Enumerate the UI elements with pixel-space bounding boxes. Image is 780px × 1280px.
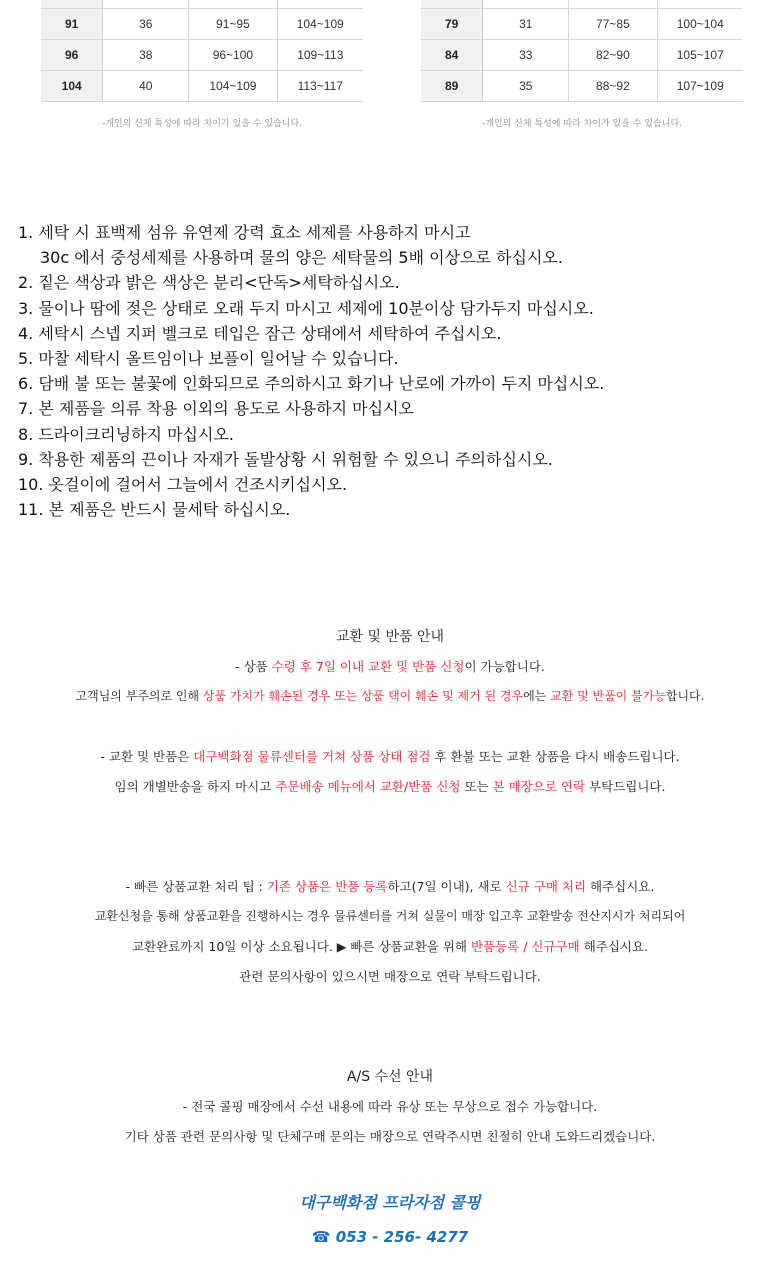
care-item: 2. 짙은 색상과 밝은 색상은 분리<단독>세탁하십시오. [18,273,400,293]
table-row-top [41,0,363,9]
table-cell: 82~90 [569,40,657,71]
care-item: 10. 옷걸이에 걸어서 그늘에서 건조시키십시오. [18,475,348,495]
exchange-line-1: - 상품 수령 후 7일 이내 교환 및 반품 신청이 가능합니다. [235,659,545,674]
table-cell: 100~104 [657,9,743,40]
tip-line-1: - 빠른 상품교환 처리 팁 : 기존 상품은 반품 등록하고(7일 이내), 새로 신규 구매 처리 해주십시요. [125,879,655,894]
care-item: 8. 드라이크리닝하지 마십시오. [18,424,234,444]
size-note-left: -개인의 신체 특성에 따라 차이가 있을 수 있습니다. [101,119,302,129]
table-cell: 105~107 [657,40,743,71]
table-row-top [421,0,743,9]
care-item: 5. 마찰 세탁시 올트임이나 보플이 일어날 수 있습니다. [18,349,399,369]
table-cell: 109~113 [277,40,363,71]
table-cell: 77~85 [569,9,657,40]
table-cell: 36 [103,9,189,40]
table-cell: 96 [41,40,103,71]
care-item: 3. 물이나 땀에 젖은 상태로 오래 두지 마시고 세제에 10분이상 담가두지 마십시오. [18,298,594,318]
table-cell: 31 [483,9,569,40]
as-line-1: - 전국 콜핑 매장에서 수선 내용에 따라 유상 또는 무상으로 접수 가능합니다. [182,1099,598,1114]
as-line-2: 기타 상품 관련 문의사항 및 단체구매 문의는 매장으로 연락주시면 친절히 안내 도와드리겠습니다. [124,1129,656,1144]
table-cell: 104~109 [277,9,363,40]
care-item: 4. 세탁시 스넵 지퍼 벨크로 테입은 잠근 상태에서 세탁하여 주십시오. [18,323,502,343]
care-item: 30c 에서 중성세제를 사용하며 물의 양은 세탁물의 5배 이상으로 하십시오. [40,248,563,268]
size-table-left [41,0,363,102]
care-item: 6. 담배 불 또는 불꽃에 인화되므로 주의하시고 화기나 난로에 가까이 두지 마십시오. [18,374,605,394]
table-cell: 91~95 [189,9,277,40]
table-cell: 35 [483,71,569,102]
exchange-title: 교환 및 반품 안내 [335,629,445,645]
as-title: A/S 수선 안내 [346,1069,434,1085]
size-note-right: -개인의 신체 특성에 따라 차이가 있을 수 있습니다. [481,119,682,129]
table-cell: 113~117 [277,71,363,102]
care-instructions [18,220,768,522]
phone-icon: ☎ [311,1228,331,1246]
tip-line-3: 교환완료까지 10일 이상 소요됩니다. ▶ 빠른 상품교환을 위해 반품등록 / 신규구매 해주십시요. [131,939,649,954]
tip-line-4: 관련 문의사항이 있으시면 매장으로 연락 부탁드립니다. [239,969,541,984]
table-cell: 88~92 [569,71,657,102]
tip-line-2: 교환신청을 통해 상품교환을 진행하시는 경우 물류센터를 거쳐 실물이 매장 입고후 교환발송 전산지시가 처리되어 [94,909,686,923]
table-row [41,40,363,71]
table-cell: 107~109 [657,71,743,102]
care-item: 1. 세탁 시 표백제 섬유 유연제 강력 효소 세제를 사용하지 마시고 [18,223,471,242]
exchange-line-2: 고객님의 부주의로 인해 상품 가치가 훼손된 경우 또는 상품 택이 훼손 및 제거 된 경우에는 교환 및 반품이 불가능합니다. [75,689,705,703]
table-cell: 84 [421,40,483,71]
table-cell: 91 [41,9,103,40]
table-cell: 89 [421,71,483,102]
care-item: 7. 본 제품을 의류 착용 이외의 용도로 사용하지 마십시오 [18,399,414,419]
phone-number: 053 - 256- 4277 [335,1228,469,1246]
table-cell: 96~100 [189,40,277,71]
table-row [41,9,363,40]
table-row [41,71,363,102]
care-item: 9. 착용한 제품의 끈이나 자재가 돌발상황 시 위험할 수 있으니 주의하십시오. [18,449,553,469]
table-cell: 33 [483,40,569,71]
exchange-line-3: - 교환 및 반품은 대구백화점 물류센터를 거쳐 상품 상태 점검 후 환불 또는 교환 상품을 다시 배송드립니다. [100,749,680,764]
table-cell: 104~109 [189,71,277,102]
table-cell: 40 [103,71,189,102]
table-cell: 38 [103,40,189,71]
exchange-line-4: 임의 개별반송을 하지 마시고 주문배송 메뉴에서 교환/반품 신청 또는 본 매장으로 연락 부탁드립니다. [114,779,666,794]
store-phone[interactable] [0,1228,780,1246]
size-table-right [421,0,743,102]
table-row [421,40,743,71]
table-row [421,9,743,40]
table-cell: 79 [421,9,483,40]
store-name: 대구백화점 프라자점 콜핑 [299,1193,481,1212]
table-row [421,71,743,102]
care-item: 11. 본 제품은 반드시 물세탁 하십시오. [18,500,291,520]
table-cell: 104 [41,71,103,102]
